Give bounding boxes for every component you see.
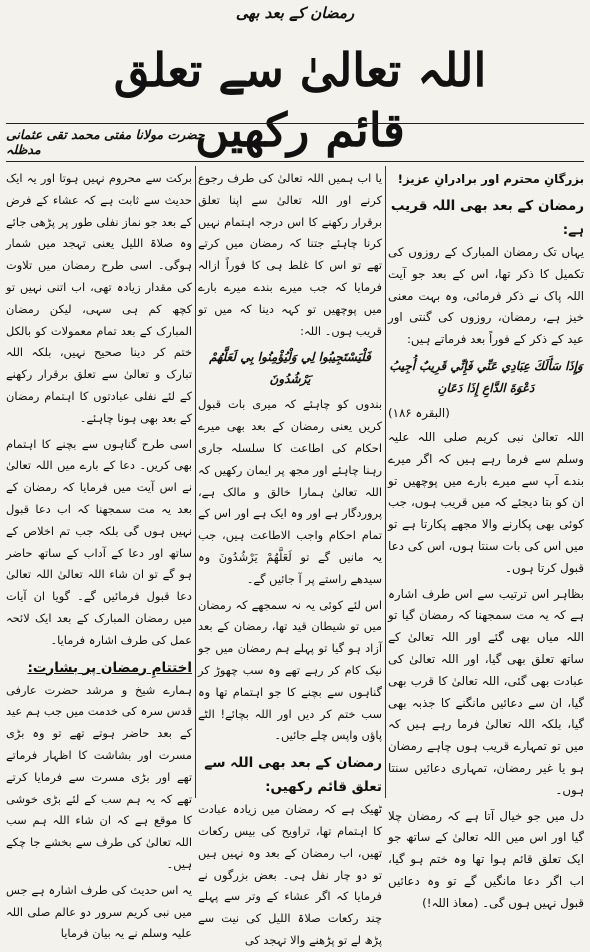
quran-verse: وَإِذَا سَأَلَكَ عِبَادِي عَنِّي فَإِنِّي قَرِيبٌ أُجِيبُ دَعْوَةَ الدَّاعِ إِذَا دَعَانِ [389, 358, 583, 395]
paragraph: یا اب ہمیں اللہ تعالیٰ کی طرف رجوع کرنے اور اللہ تعالیٰ سے اپنا تعلق برقرار رکھنے کا اس درجہ اہتمام نہیں کرنا چاہئے جتنا کہ رمضان میں کرتے تھے تو اس کا غلط ہی کا فوراً ازالہ فرمایا کہ جب میرے بندے میرے بارے میں پوچھیں تو کہہ دینا کہ میں تو قریب ہوں۔ اللہ: [198, 171, 382, 338]
paragraph: دل میں جو خیال آتا ہے کہ رمضان چلا گیا اور اس میں اللہ تعالیٰ کے ساتھ جو ایک تعلق قائم ہوا تھا وہ ختم ہو گیا، اب اگر دعا مانگیں گے تو وہ دعائیں قبول نہیں ہوں گی۔ (معاذ اللہ!) [388, 808, 584, 910]
section-heading: رمضان کے بعد بھی اللہ قریب ہے: [390, 198, 584, 238]
paragraph: برکت سے محروم نہیں ہوتا اور یہ ایک حدیث سے ثابت ہے کہ عشاء کے فرض کے بعد جو نماز نفلی طور پر پڑھی جائے وہ صلاۃ اللیل یعنی تہجد میں شمار ہوگی۔ اسی طرح رمضان میں تلاوت کی مقدار زیادہ تھی، اب اتنی نہیں تو کچھ کم ہی سہی، لیکن رمضان المبارک کے بعد تمام معمولات کو بالکل ختم کر دینا صحیح نہیں، بلکہ اللہ تبارک و تعالیٰ سے تعلق برقرار رکھنے کے لئے نفلی عبادتوں کا اہتمام رمضان کے بعد بھی ہونا چاہئے۔ [6, 171, 192, 425]
paragraph: یہ اس حدیث کی طرف اشارہ ہے جس میں نبی کریم سرور دو عالم صلی اللہ علیہ وسلم نے یہ بیان فرمایا [6, 882, 192, 941]
paragraph: ہمارے شیخ و مرشد حضرت عارفی قدس سرہ کی خدمت میں جب ہم عید کے بعد حاضر ہوتے تھے تو وہ بڑی مسرت اور بشاشت کا اظہار فرماتے تھے اور بڑی مسرت سے فرمایا کرتے تھے کہ یہ ہم سب کے لئے بڑی خوشی کا موقع ہے کہ ان شاء اللہ ہم سب اللہ تعالیٰ کی طرف سے بخشے جا چکے ہیں۔ [6, 682, 192, 871]
paragraph: بندوں کو چاہئے کہ میری بات قبول کریں یعنی رمضان کے بعد بھی میرے احکام کی اطاعت کا سلسلہ جاری رہنا چاہئے اور مجھ پر ایمان رکھیں کہ اللہ تعالیٰ ہمارا خالق و مالک ہے، پروردگار ہے اور وہ ایک ہے اور اس کے تمام احکام واجب الاطاعت ہیں، جب یہ مانیں گے تو لَعَلَّهُمْ يَرْشُدُونَ وہ سیدھے راستے پر آ جائیں گے۔ [198, 397, 382, 586]
paragraph: ٹھیک ہے کہ رمضان میں زیادہ عبادت کا اہتمام تھا، تراویح کی بیس رکعات تھیں، اب رمضان کے بعد وہ نہیں ہیں تو دو چار نفل ہی۔ بعض بزرگوں نے فرمایا کہ اگر عشاء کے وتر سے پہلے چند رکعات صلاۃ اللیل کی نیت سے پڑھ لے تو پڑھنے والا تہجد کی [198, 802, 382, 947]
byline-rule [6, 161, 584, 162]
paragraph: اسی طرح گناہوں سے بچنے کا اہتمام بھی کریں۔ دعا کے بارے میں اللہ تعالیٰ نے اس آیت میں فرمایا کہ رمضان کے بعد یہ مت سمجھنا کہ اب دعا قبول نہیں ہوں گی بلکہ جب تم اخلاص کے ساتھ اور دعا کے آداب کے ساتھ حاضر ہو گے تو ان شاء اللہ تعالیٰ اللہ تعالیٰ دعا قبول فرمائیں گے۔ گویا ان آیات میں رمضان المبارک کے بعد ایک لائحہ عمل کی طرف اشارہ فرمایا۔ [6, 436, 192, 647]
author-byline: حضرت مولانا مفتی محمد تقی عثمانی مدظلہ [6, 127, 205, 157]
paragraph: بظاہر اس ترتیب سے اس طرف اشارہ ہے کہ یہ مت سمجھنا کہ رمضان گیا تو اللہ میاں بھی گئے اور اللہ تعالیٰ کے ساتھ تعلق بھی گیا، اور اللہ تعالیٰ کی عبادت بھی گئی، اللہ تعالیٰ کا قرب بھی گیا، ان سے دعائیں مانگنے کا جذبہ بھی گیا، بلکہ اللہ تعالیٰ فرما رہے ہیں کہ میں تو تمہارے قریب ہوں چاہے رمضان ہو یا غیر رمضان، تمہاری دعائیں سنتا ہوں۔ [388, 586, 584, 797]
greeting: بزرگانِ محترم اور برادرانِ عزیز! [397, 172, 584, 186]
section-heading: اختتامِ رمضان پر بشارت: [27, 659, 192, 676]
verse-reference: (البقرہ ۱۸۶) [388, 405, 450, 420]
article-kicker: رمضان کے بعد بھی [235, 4, 355, 22]
column-right [388, 168, 584, 910]
paragraph: اس لئے کوئی یہ نہ سمجھے کہ رمضان میں تو شیطان قید تھا، رمضان کے بعد آزاد ہو گیا تو پہلے ہم رمضان میں جو نیک کام کر رہے تھے وہ سب چھوڑ کر گناہوں سے بچنے کا جو اہتمام تھا وہ سب ختم کر دیں اور اللہ بچائے! الٹے پاؤں واپس چلے جائیں۔ [198, 597, 382, 743]
column-left [6, 168, 192, 941]
article-headline: اللہ تعالیٰ سے تعلق قائم رکھیں [113, 43, 487, 157]
column-middle [198, 168, 382, 947]
section-heading: رمضان کے بعد بھی اللہ سے تعلق قائم رکھیں: [204, 755, 382, 796]
header-rule [6, 123, 584, 124]
column-divider-right [385, 166, 386, 798]
paragraph: اللہ تعالیٰ نبی کریم صلی اللہ علیہ وسلم سے فرما رہے ہیں کہ اگر میرے بندے آپ سے میرے بارے میں پوچھیں تو ان کو بتا دیجئے کہ میں قریب ہوں، جب کوئی بھی پکارنے والا مجھے پکارتا ہے تو میں اس کی بات سنتا ہوں، اس کی دعا قبول کرتا ہوں۔ [388, 429, 584, 575]
paragraph: یہاں تک رمضان المبارک کے روزوں کی تکمیل کا ذکر تھا، اس کے بعد جو آیت اللہ پاک نے ذکر فرمائی، وہ بہت معنی خیز ہے، رمضان، روزوں کی گنتی اور عید کے ذکر کے فوراً بعد فرماتے ہیں: [388, 245, 584, 347]
quran-verse: فَلْيَسْتَجِيبُوا لِي وَلْيُؤْمِنُوا بِي لَعَلَّهُمْ يَرْشُدُونَ [209, 350, 371, 387]
column-divider-left [195, 166, 196, 798]
